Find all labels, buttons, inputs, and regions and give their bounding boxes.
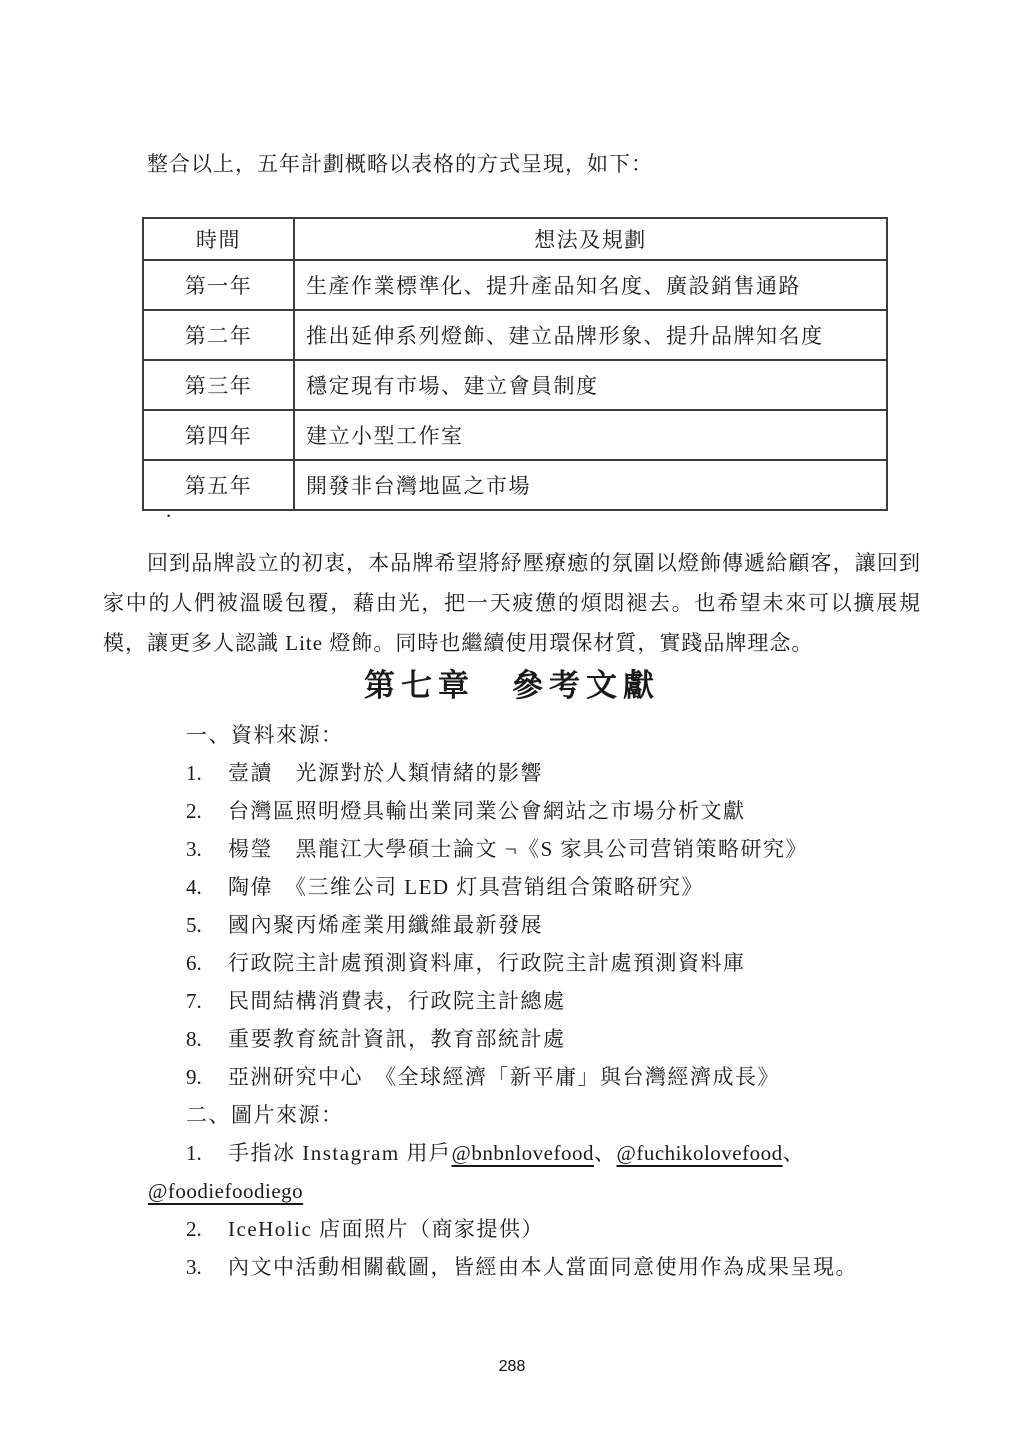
reference-item <box>186 868 946 906</box>
cell-year-4: 第四年 <box>143 410 294 460</box>
column-header-plan: 想法及規劃 <box>294 218 887 260</box>
reference-text: 民間結構消費表，行政院主計總處 <box>228 989 566 1013</box>
list-number: 3. <box>186 837 202 861</box>
image-source-item-continuation <box>148 1172 946 1210</box>
reference-item <box>186 944 946 982</box>
reference-text: 國內聚丙烯產業用纖維最新發展 <box>228 913 543 937</box>
references-list <box>148 716 946 1286</box>
reference-text: 陶偉 《三维公司 LED 灯具营销组合策略研究》 <box>228 875 704 899</box>
reference-item <box>186 830 946 868</box>
reference-text: 台灣區照明燈具輸出業同業公會網站之市場分析文獻 <box>228 799 746 823</box>
table-row <box>143 360 887 410</box>
table-header-row <box>143 218 887 260</box>
closing-paragraph: 回到品牌設立的初衷，本品牌希望將紓壓療癒的氛圍以燈飾傳遞給顧客，讓回到家中的人們被溫暖包覆，藉由光，把一天疲憊的煩悶褪去。也希望未來可以擴展規模，讓更多人認識 Lite 燈飾。同時也繼續使用環保材質，實踐品牌理念。 <box>103 551 921 655</box>
image-source-item <box>186 1210 946 1248</box>
list-number: 8. <box>186 1027 202 1051</box>
reference-text: 重要教育統計資訊，教育部統計處 <box>228 1027 566 1051</box>
list-number: 1. <box>186 1141 202 1165</box>
stray-period: . <box>166 498 172 522</box>
cell-plan-2: 推出延伸系列燈飾、建立品牌形象、提升品牌知名度 <box>294 310 887 360</box>
reference-item <box>186 792 946 830</box>
table-row <box>143 460 887 510</box>
reference-item <box>186 906 946 944</box>
table-row <box>143 260 887 310</box>
table-row <box>143 310 887 360</box>
page-number: 288 <box>498 1358 526 1375</box>
image-source-item <box>186 1134 946 1172</box>
image-source-text: 內文中活動相關截圖，皆經由本人當面同意使用作為成果呈現。 <box>228 1255 858 1279</box>
reference-item <box>186 754 946 792</box>
image-source-item <box>186 1248 946 1286</box>
cell-year-1: 第一年 <box>143 260 294 310</box>
five-year-plan-table <box>142 217 888 511</box>
chapter-heading: 第七章 參考文獻 <box>364 668 660 703</box>
cell-plan-4: 建立小型工作室 <box>294 410 887 460</box>
section-label-image-sources: 二、圖片來源： <box>186 1103 344 1127</box>
handle-separator: 、 <box>782 1141 806 1165</box>
reference-item <box>186 1058 946 1096</box>
section-label-data-sources: 一、資料來源： <box>186 723 344 747</box>
list-number: 4. <box>186 875 202 899</box>
column-header-time: 時間 <box>143 218 294 260</box>
image-source-text <box>228 1141 805 1165</box>
list-number: 6. <box>186 951 202 975</box>
cell-plan-3: 穩定現有市場、建立會員制度 <box>294 360 887 410</box>
cell-plan-5: 開發非台灣地區之市場 <box>294 460 887 510</box>
intro-paragraph: 整合以上，五年計劃概略以表格的方式呈現，如下： <box>147 152 653 176</box>
list-number: 5. <box>186 913 202 937</box>
reference-item <box>186 982 946 1020</box>
reference-text: 壹讀 光源對於人類情緒的影響 <box>228 761 543 785</box>
list-number: 9. <box>186 1065 202 1089</box>
cell-year-2: 第二年 <box>143 310 294 360</box>
image-source-prefix: 手指冰 Instagram 用戶 <box>228 1141 452 1165</box>
reference-text: 亞洲研究中心 《全球經濟「新平庸」與台灣經濟成長》 <box>228 1065 780 1089</box>
list-number: 2. <box>186 1217 202 1241</box>
cell-plan-1: 生產作業標準化、提升產品知名度、廣設銷售通路 <box>294 260 887 310</box>
handle-separator: 、 <box>593 1141 617 1165</box>
image-source-text: IceHolic 店面照片（商家提供） <box>228 1217 545 1241</box>
cell-year-3: 第三年 <box>143 360 294 410</box>
list-number: 7. <box>186 989 202 1013</box>
list-number: 3. <box>186 1255 202 1279</box>
instagram-handle-link[interactable]: @fuchikolovefood <box>616 1141 783 1165</box>
table-row <box>143 410 887 460</box>
cell-year-5: 第五年 <box>143 460 294 510</box>
reference-text: 行政院主計處預測資料庫，行政院主計處預測資料庫 <box>228 951 746 975</box>
instagram-handle-link[interactable]: @foodiefoodiego <box>148 1179 304 1203</box>
list-number: 2. <box>186 799 202 823</box>
instagram-handle-link[interactable]: @bnbnlovefood <box>451 1141 594 1165</box>
reference-text: 楊瑩 黑龍江大學碩士論文 ¬《S 家具公司营销策略研究》 <box>228 837 809 861</box>
list-number: 1. <box>186 761 202 785</box>
reference-item <box>186 1020 946 1058</box>
